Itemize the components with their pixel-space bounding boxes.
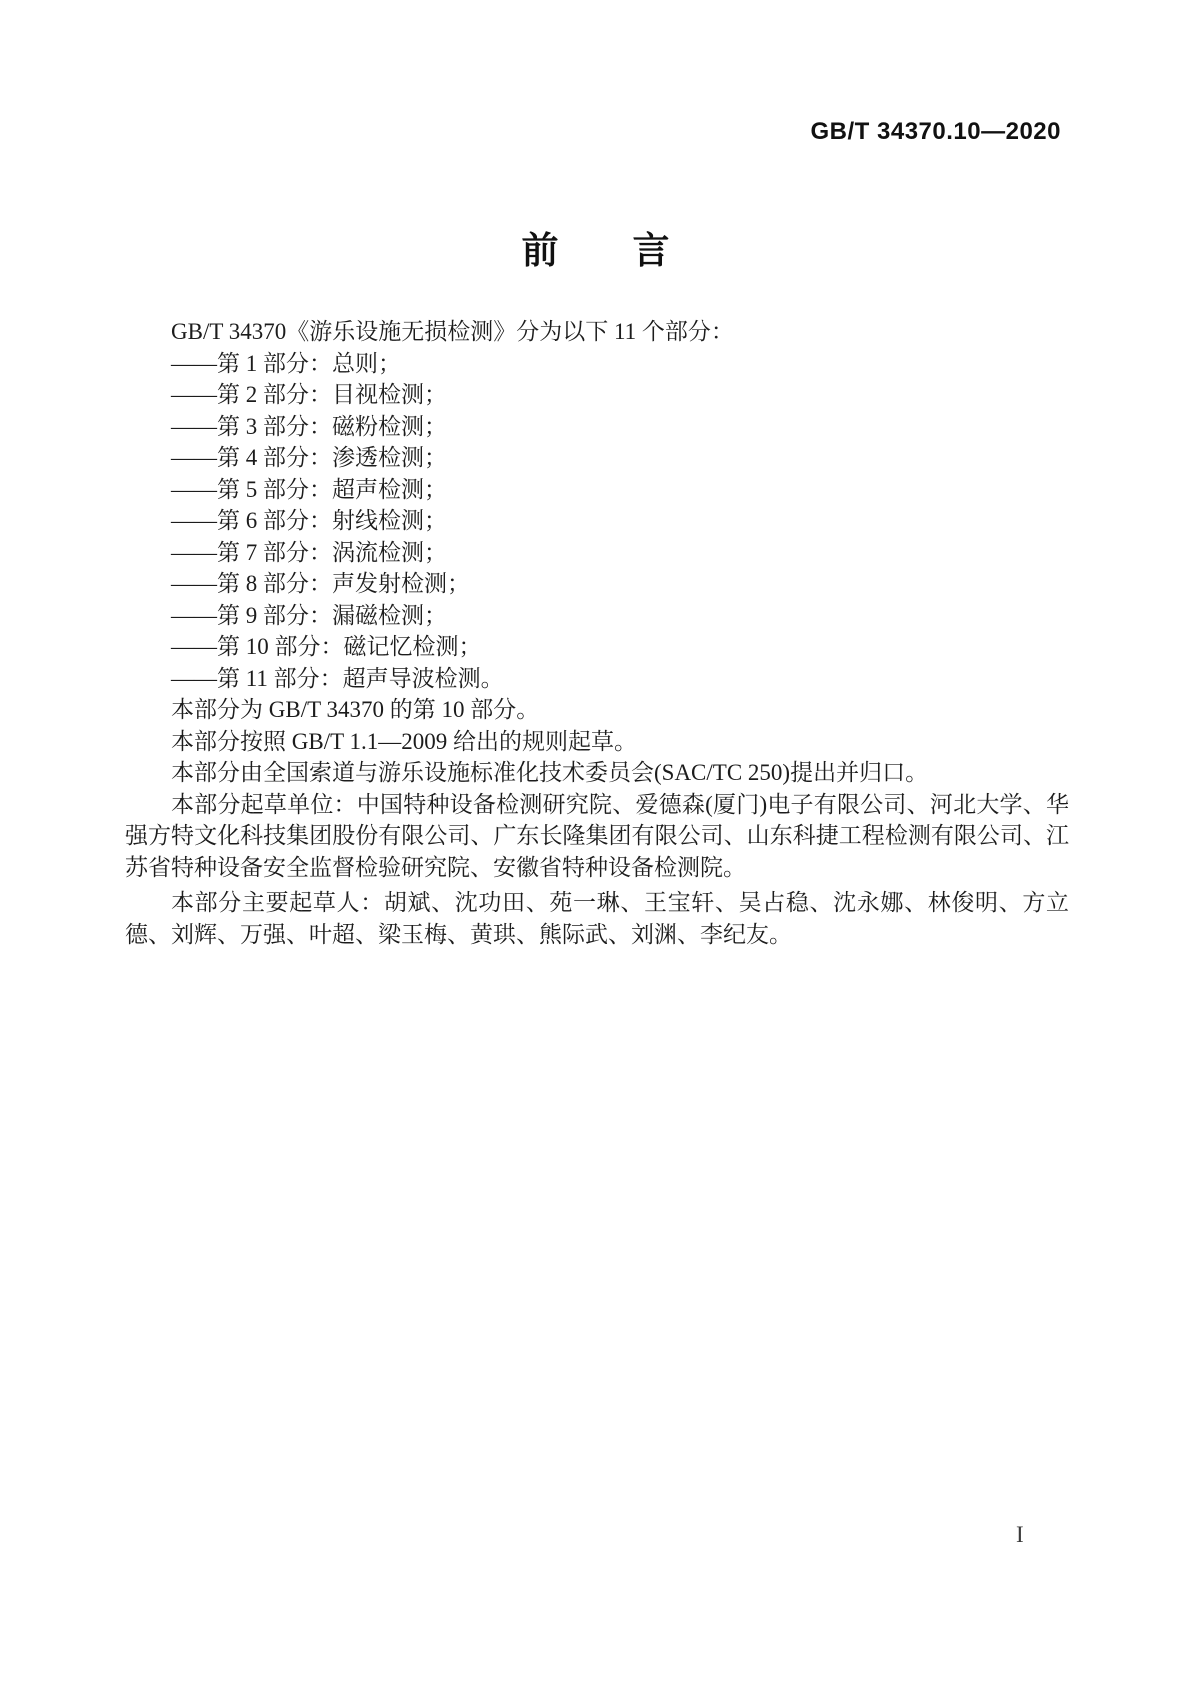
part-item-9: ——第 9 部分：漏磁检测； — [171, 602, 447, 628]
part-item-8: ——第 8 部分：声发射检测； — [171, 571, 470, 596]
paragraph-drafting-organizations: 本部分起草单位：中国特种设备检测研究院、爱德森(厦门)电子有限公司、河北大学、华强方特文化科技集团股份有限公司、广东长隆集团有限公司、山东科捷工程检测有限公司、江苏省特种设备安全监督检验研究院、安徽省特种设备检测院。 — [125, 791, 1069, 880]
part-item-1: ——第 1 部分：总则； — [171, 350, 401, 376]
paragraph-drafting-rule: 本部分按照 GB/T 1.1—2009 给出的规则起草。 — [171, 728, 637, 754]
foreword-body — [125, 316, 1069, 950]
paragraph-part-statement: 本部分为 GB/T 34370 的第 10 部分。 — [171, 697, 540, 722]
page-title: 前 言 — [521, 230, 670, 271]
part-item-2: ——第 2 部分：目视检测； — [171, 382, 447, 407]
part-item-11: ——第 11 部分：超声导波检测。 — [171, 665, 504, 691]
parts-list — [125, 348, 1069, 695]
part-item-10: ——第 10 部分：磁记忆检测； — [171, 634, 482, 659]
part-item-7: ——第 7 部分：涡流检测； — [171, 539, 447, 565]
paragraph-committee: 本部分由全国索道与游乐设施标准化技术委员会(SAC/TC 250)提出并归口。 — [171, 760, 929, 785]
page-number: I — [1016, 1522, 1024, 1547]
part-item-4: ——第 4 部分：渗透检测； — [171, 445, 447, 470]
foreword-intro: GB/T 34370《游乐设施无损检测》分为以下 11 个部分： — [171, 319, 734, 344]
standard-code-header: GB/T 34370.10—2020 — [810, 118, 1061, 145]
part-item-5: ——第 5 部分：超声检测； — [171, 476, 447, 502]
part-item-6: ——第 6 部分：射线检测； — [171, 508, 447, 533]
paragraph-main-drafters: 本部分主要起草人：胡斌、沈功田、苑一琳、王宝轩、吴占稳、沈永娜、林俊明、方立德、刘辉、万强、叶超、梁玉梅、黄珙、熊际武、刘渊、李纪友。 — [125, 890, 1069, 947]
part-item-3: ——第 3 部分：磁粉检测； — [171, 413, 447, 439]
